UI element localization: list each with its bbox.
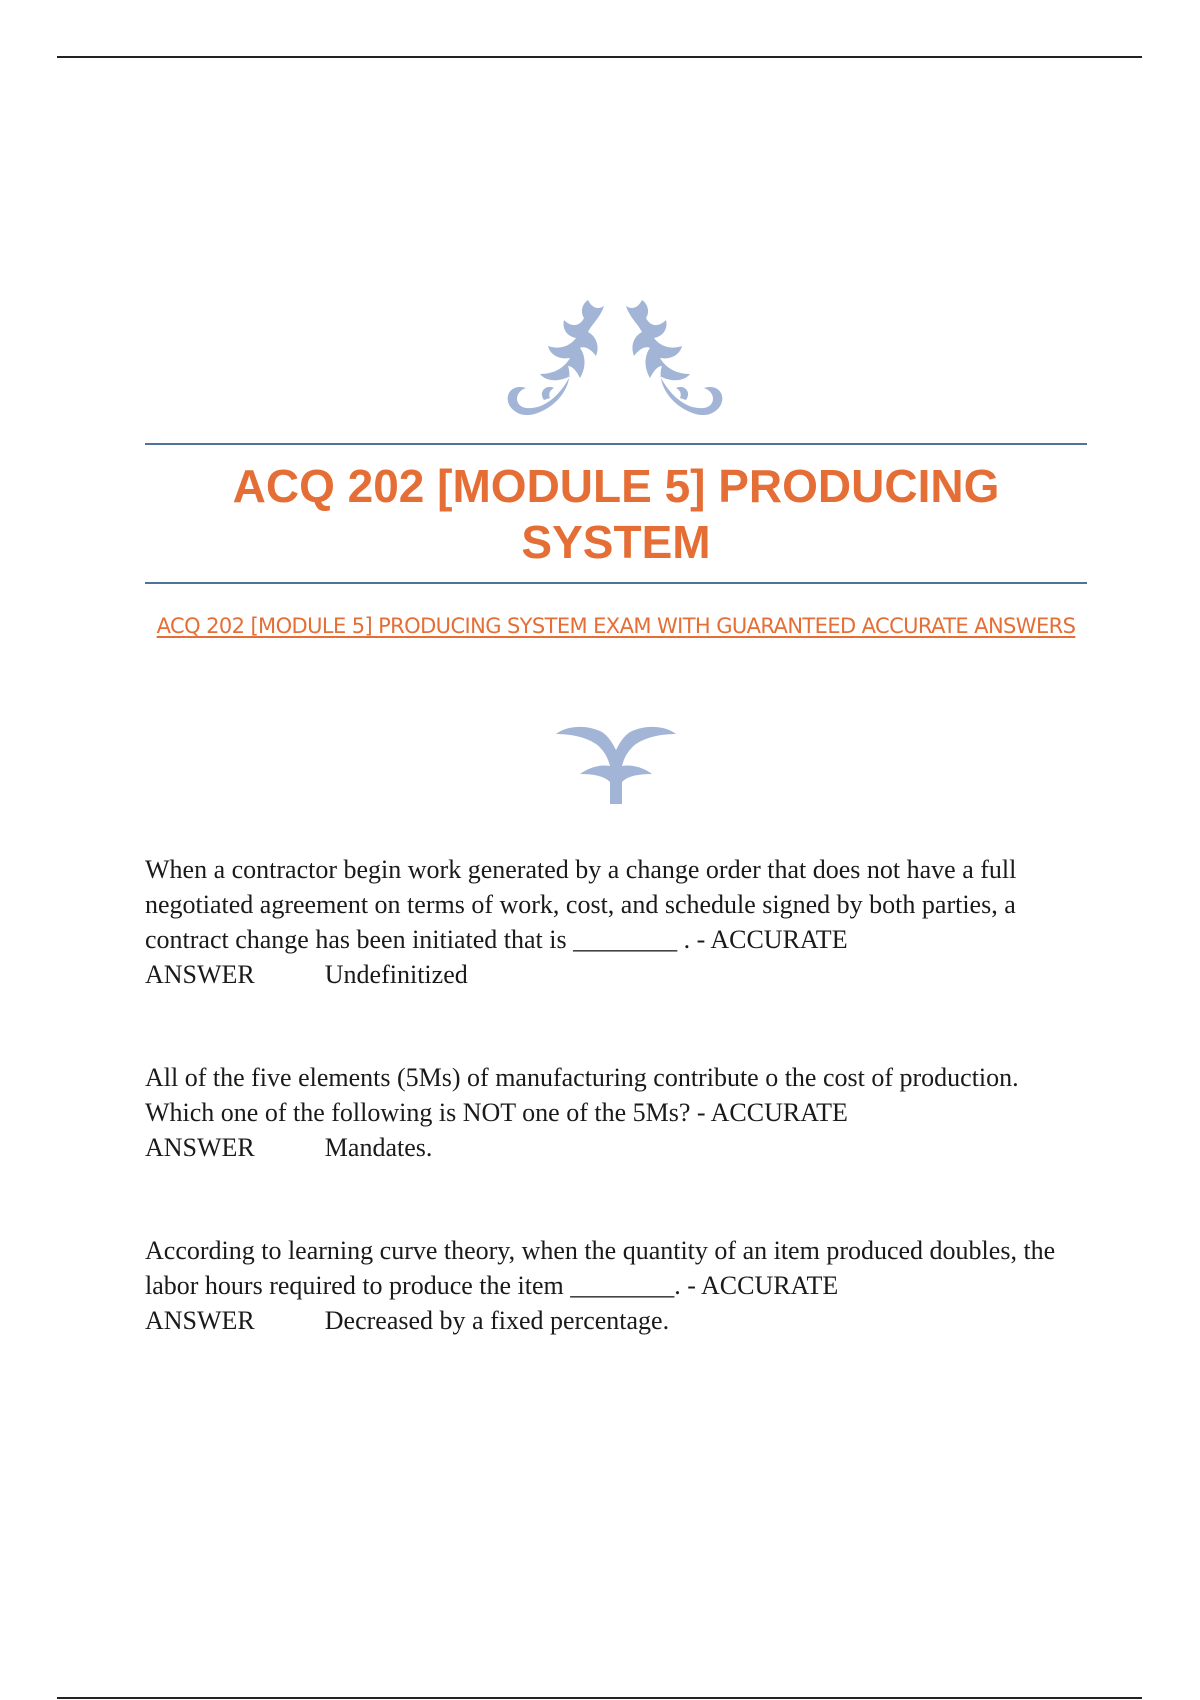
document-title-line-1: ACQ 202 [MODULE 5] PRODUCING (232, 460, 1000, 512)
question-2-answer-label: ANSWER (145, 1133, 255, 1162)
title-rule-top (145, 443, 1087, 445)
document-title (145, 458, 1087, 570)
question-3 (145, 1233, 1065, 1338)
question-2 (145, 1060, 1065, 1165)
question-1-answer: Undefinitized (324, 960, 468, 989)
question-1-answer-label: ANSWER (145, 960, 255, 989)
question-2-answer: Mandates. (324, 1133, 433, 1162)
question-2-text: All of the five elements (5Ms) of manufacturing contribute o the cost of production. Which one of the following is NOT one of the 5Ms? - ACCURATE (145, 1063, 1019, 1127)
document-title-line-2: SYSTEM (521, 516, 711, 568)
question-3-answer: Decreased by a fixed percentage. (324, 1306, 670, 1335)
question-1-text: When a contractor begin work generated by a change order that does not have a full negotiated agreement on terms of work, cost, and schedule signed by both parties, a contract change has been initiated that is ________ . - ACCURATE (145, 855, 1017, 954)
question-1 (145, 852, 1065, 992)
question-3-answer-label: ANSWER (145, 1306, 255, 1335)
title-rule-bottom (145, 582, 1087, 584)
floral-ornament-icon (500, 296, 730, 426)
page-top-rule (57, 56, 1142, 58)
fleuron-ornament-icon (552, 720, 680, 805)
question-3-text: According to learning curve theory, when the quantity of an item produced doubles, the labor hours required to produce the item ________. - ACCURATE (145, 1236, 1056, 1300)
document-subtitle: ACQ 202 [MODULE 5] PRODUCING SYSTEM EXAM WITH GUARANTEED ACCURATE ANSWERS (156, 614, 1076, 638)
page-bottom-rule (57, 1697, 1142, 1699)
